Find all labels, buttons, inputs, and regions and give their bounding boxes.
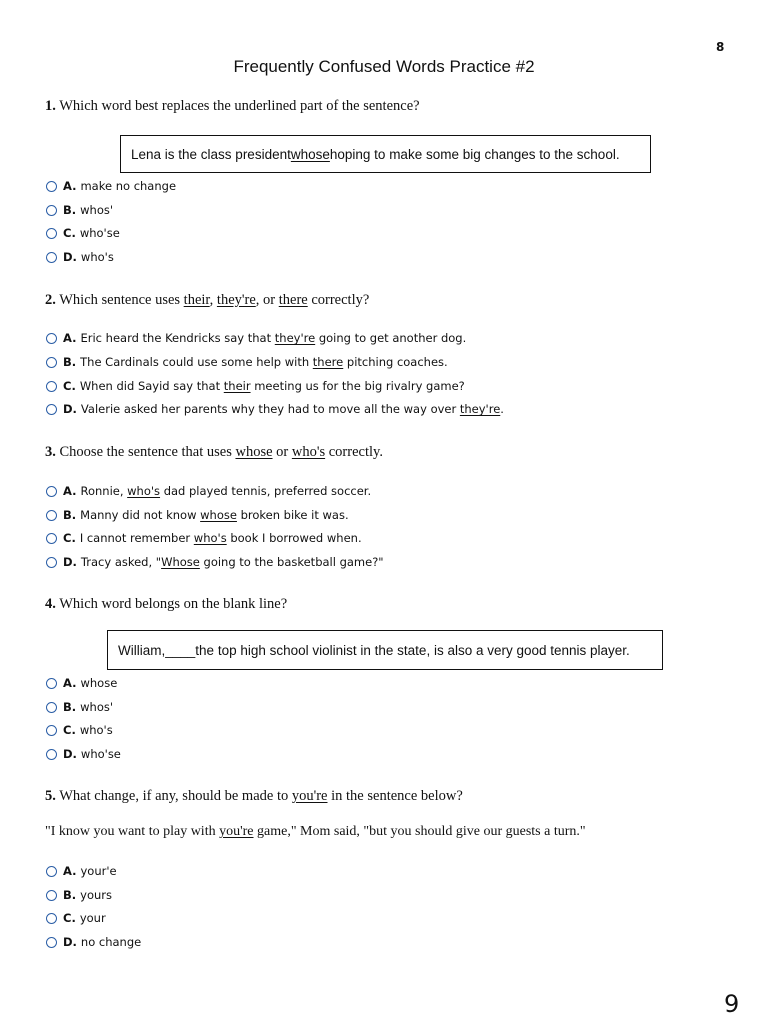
question-number: 5. [45,788,56,804]
text-segment: whos' [80,203,114,217]
question-number: 4. [45,596,56,612]
answer-option[interactable] [46,554,384,570]
text-segment: going to the basketball game?" [199,555,384,569]
question-text [59,98,419,114]
text-segment: What change, if any, should be made to [59,788,292,804]
text-segment: correctly. [325,444,383,460]
answer-option[interactable] [46,483,371,499]
answer-option[interactable] [46,330,466,346]
radio-button[interactable] [46,533,57,544]
quoted-sentence [45,824,586,840]
option-text [80,864,116,878]
answer-option[interactable] [46,225,120,241]
text-segment: , or [255,292,279,308]
option-letter: B. [63,203,77,217]
page-number-bottom: 9 [724,990,740,1018]
text-segment: . [500,402,504,416]
text-segment: the top high school violinist in the state, is also a very good tennis player. [195,642,630,658]
text-segment: Ronnie, [80,484,128,498]
answer-option[interactable] [46,675,117,691]
question-number: 3. [45,444,56,460]
underlined-word: whose [235,444,273,460]
text-segment: your'e [80,864,117,878]
text-segment: Lena is the class president [131,146,291,162]
sentence-box-4 [107,630,663,670]
text-segment: broken bike it was. [236,508,349,522]
radio-button[interactable] [46,866,57,877]
text-segment: Eric heard the Kendricks say that [80,331,275,345]
radio-button[interactable] [46,510,57,521]
radio-button[interactable] [46,937,57,948]
question-3-prompt [45,444,383,461]
answer-option[interactable] [46,863,117,879]
text-segment: William, [118,642,166,658]
option-letter: C. [63,379,76,393]
text-segment: I cannot remember [79,531,194,545]
text-segment: make no change [80,179,177,193]
option-letter: B. [63,700,77,714]
text-segment: ____ [165,642,196,658]
option-letter: D. [63,747,77,761]
text-segment: yours [80,888,112,902]
question-5-prompt [45,788,463,805]
option-letter: B. [63,355,77,369]
text-segment: Which sentence uses [59,292,184,308]
option-text [81,402,504,416]
option-letter: A. [63,484,77,498]
option-letter: A. [63,676,77,690]
underlined-word: whose [200,508,237,522]
underlined-word: their [183,292,210,308]
text-segment: in the sentence below? [327,788,463,804]
option-letter: D. [63,402,77,416]
option-letter: C. [63,911,76,925]
radio-button[interactable] [46,181,57,192]
radio-button[interactable] [46,333,57,344]
text-segment: The Cardinals could use some help with [80,355,313,369]
radio-button[interactable] [46,486,57,497]
underlined-word: you're [219,824,254,839]
answer-option[interactable] [46,178,176,194]
radio-button[interactable] [46,913,57,924]
answer-option[interactable] [46,530,362,546]
option-text [81,935,141,949]
text-segment: correctly? [307,292,370,308]
option-text [80,531,362,545]
text-segment: your [79,911,106,925]
question-4-prompt [45,596,287,613]
underlined-word: Whose [161,555,200,569]
text-segment: whos' [80,700,114,714]
option-text [81,250,114,264]
option-text [80,508,348,522]
answer-option[interactable] [46,934,141,950]
option-letter: A. [63,331,77,345]
answer-option[interactable] [46,401,504,417]
text-segment: Tracy asked, " [80,555,162,569]
option-text [80,355,448,369]
radio-button[interactable] [46,404,57,415]
question-2-prompt [45,292,369,309]
question-number: 1. [45,98,56,114]
underlined-word: they're [459,402,501,416]
text-segment: who's [80,250,114,264]
option-letter: B. [63,508,77,522]
sentence-box-1 [120,135,651,173]
underlined-word: they're [216,292,256,308]
text-segment: Which word belongs on the blank line? [59,596,288,612]
worksheet-title: Frequently Confused Words Practice #2 [233,57,535,76]
text-segment: Choose the sentence that uses [59,444,236,460]
option-text [80,331,466,345]
answer-option[interactable] [46,699,113,715]
option-text [81,747,121,761]
radio-button[interactable] [46,228,57,239]
text-segment: whose [80,676,118,690]
radio-button[interactable] [46,357,57,368]
text-segment: When did Sayid say that [79,379,224,393]
option-text [80,888,112,902]
option-letter: D. [63,935,77,949]
option-text [80,226,120,240]
text-segment: meeting us for the big rivalry game? [250,379,465,393]
text-segment: Manny did not know [80,508,201,522]
question-text [59,292,369,308]
option-text [80,676,117,690]
radio-button[interactable] [46,890,57,901]
option-text [81,555,384,569]
option-text [80,484,371,498]
answer-option[interactable] [46,887,112,903]
question-number: 2. [45,292,56,308]
text-segment: pitching coaches. [343,355,448,369]
underlined-word: who's [127,484,161,498]
option-text [80,723,113,737]
text-segment: , [209,292,217,308]
page-number-top: 8 [716,40,725,54]
option-letter: A. [63,864,77,878]
underlined-word: you're [291,788,328,804]
option-text [80,203,113,217]
answer-option[interactable] [46,507,349,523]
answer-option[interactable] [46,202,113,218]
answer-option[interactable] [46,354,448,370]
option-letter: B. [63,888,77,902]
underlined-word: who's [193,531,227,545]
text-segment: going to get another dog. [315,331,467,345]
radio-button[interactable] [46,557,57,568]
radio-button[interactable] [46,725,57,736]
underlined-word: there [312,355,344,369]
radio-button[interactable] [46,678,57,689]
option-text [80,379,465,393]
option-letter: D. [63,250,77,264]
answer-option[interactable] [46,910,106,926]
answer-option[interactable] [46,378,465,394]
question-text [59,596,287,612]
option-text [80,179,176,193]
option-letter: C. [63,723,76,737]
underlined-word: there [278,292,308,308]
answer-option[interactable] [46,746,121,762]
radio-button[interactable] [46,702,57,713]
text-segment: who's [79,723,113,737]
question-text [60,444,383,460]
option-letter: C. [63,226,76,240]
radio-button[interactable] [46,749,57,760]
option-letter: A. [63,179,77,193]
underlined-word: whose [290,146,330,162]
question-text [59,788,463,804]
text-segment: who'se [79,226,120,240]
radio-button[interactable] [46,381,57,392]
underlined-word: they're [274,331,316,345]
text-segment: book I borrowed when. [226,531,362,545]
text-segment: Valerie asked her parents why they had to move all the way over [80,402,460,416]
answer-option[interactable] [46,249,114,265]
option-text [80,911,106,925]
text-segment: "I know you want to play with [45,824,220,839]
option-letter: D. [63,555,77,569]
answer-option[interactable] [46,722,113,738]
radio-button[interactable] [46,252,57,263]
underlined-word: who's [291,444,326,460]
radio-button[interactable] [46,205,57,216]
underlined-word: their [223,379,251,393]
text-segment: no change [80,935,142,949]
text-segment: hoping to make some big changes to the school. [329,146,620,162]
text-segment: game," Mom said, "but you should give our guests a turn." [253,824,586,839]
question-1-prompt [45,98,420,115]
text-segment: who'se [80,747,121,761]
text-segment: dad played tennis, preferred soccer. [160,484,372,498]
option-text [80,700,113,714]
option-letter: C. [63,531,76,545]
text-segment: or [272,444,292,460]
text-segment: Which word best replaces the underlined part of the sentence? [59,98,420,114]
